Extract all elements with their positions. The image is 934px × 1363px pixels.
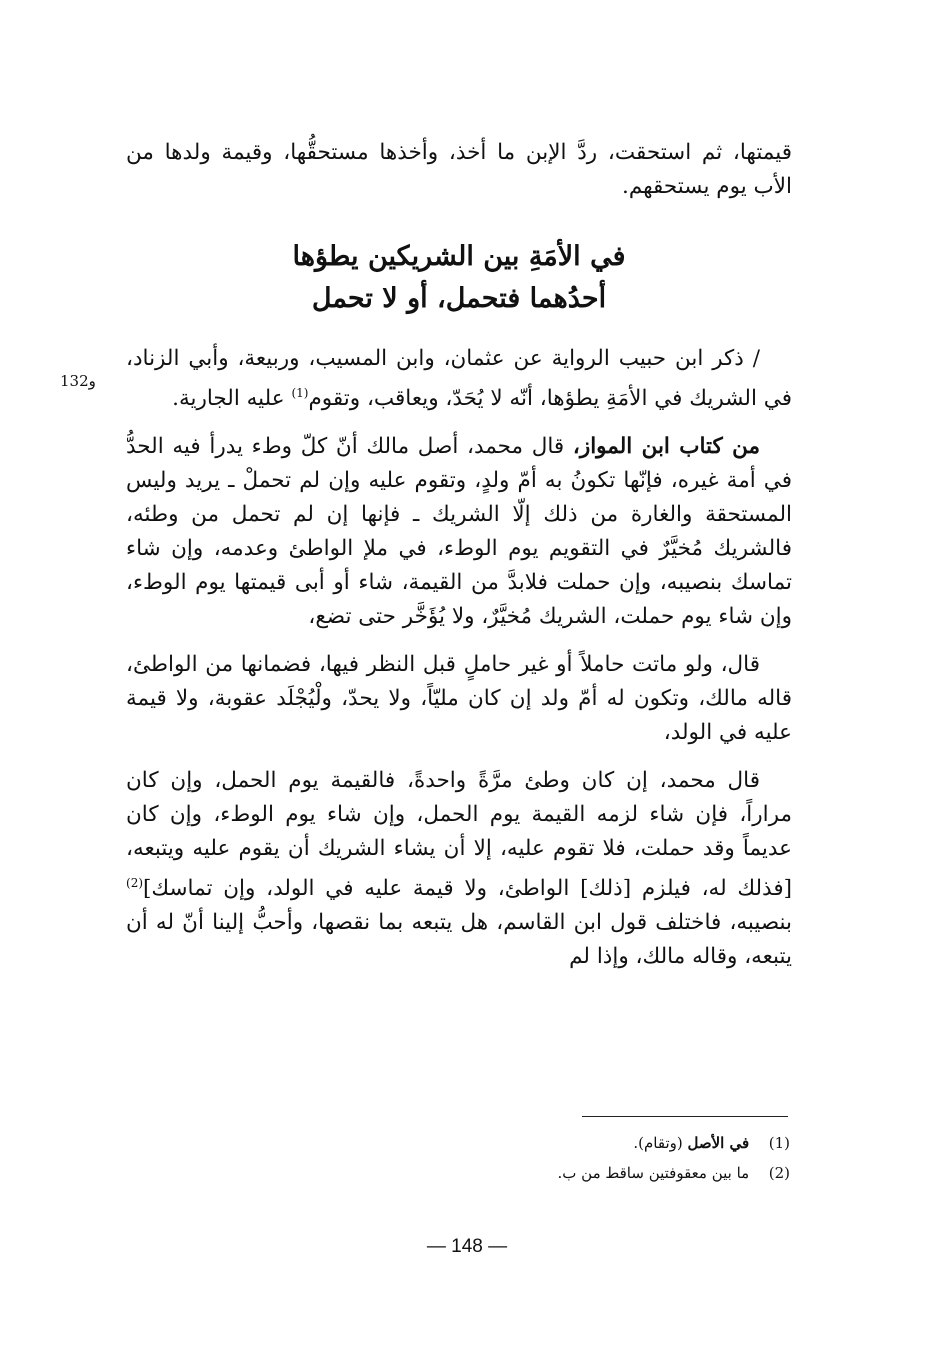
top-paragraph: قيمتها، ثم استحقت، ردَّ الإبن ما أخذ، وأخذها مستحقُّها، وقيمة ولدها من الأب يوم يستحقهم. (126, 140, 792, 199)
paragraph-4-text: قال محمد، إن كان وطئ مرَّةً واحدةً، فالقيمة يوم الحمل، وإن كان مراراً، فإن شاء لزمه القيمة يوم الحمل، وإن شاء يوم الوطء، وإن كان عديماً وقد حملت، فلا تقوم عليه، إلا أن يشاء الشريك أن يقوم عليه ويتبعه، [فذلك له، فيلزم [ذلك] الواطئ، ولا قيمة عليه في الولد، وإن تماسك] (126, 768, 792, 902)
heading-line-2: أحدُهما فتحمل، أو لا تحمل (311, 283, 607, 314)
footnote-number: (1) (768, 1134, 790, 1152)
page-body (126, 136, 792, 974)
page-number: — 148 — (426, 1236, 508, 1257)
footnotes (300, 1128, 790, 1188)
paragraph-4 (126, 764, 792, 974)
paragraph-3: قال، ولو ماتت حاملاً أو غير حاملٍ قبل النظر فيها، فضمانها من الواطئ، قاله مالك، وتكون له أمّ ولد إن كان مليّاً، ولا يحدّ، ولْيُجْلَد عقوبة، ولا قيمة عليه في الولد، (126, 652, 792, 746)
footnote-2 (300, 1158, 790, 1188)
paragraph-1 (126, 342, 792, 416)
footnote-text-bold: في الأصل (687, 1134, 750, 1152)
footnote-text: ما بين معقوفتين ساقط من ب. (557, 1164, 750, 1182)
section-heading (126, 236, 792, 320)
source-title: من كتاب ابن المواز، (572, 434, 760, 460)
margin-folio-note: 132و (60, 372, 96, 390)
footnote-1 (300, 1128, 790, 1158)
footnote-divider (582, 1116, 788, 1117)
paragraph-1-tail: عليه الجارية. (172, 386, 292, 412)
heading-line-1: في الأمَةِ بين الشريكين يطؤها (292, 241, 626, 272)
footnote-ref-2: (2) (126, 876, 144, 891)
paragraph-2 (126, 430, 792, 634)
footnote-text: (وتقام). (633, 1134, 688, 1152)
paragraph-1-text: / ذكر ابن حبيب الرواية عن عثمان، وابن المسيب، وربيعة، وأبي الزناد، في الشريك في الأمَةِ يطؤها، أنّه لا يُحَدّ، ويعاقب، وتقوم (126, 346, 792, 412)
footnote-ref-1: (1) (291, 386, 309, 400)
footnote-number: (2) (768, 1164, 790, 1182)
paragraph-4-tail: بنصيبه، فاختلف قول ابن القاسم، هل يتبعه بما نقصها، وأحبُّ إلينا أنّ له أن يتبعه، وقاله مالك، وإذا لم (126, 910, 792, 970)
paragraph-2-text: قال محمد، أصل مالك أنّ كلّ وطء يدرأ فيه الحدُّ في أمة غيره، فإنّها تكونُ به أمّ ولدٍ، وتقوم عليه وإن لم تحملْ ـ يريد وليس المستحقة والغارة من ذلك إلّا الشريك ـ فإنها إن لم تحمل من وطئه، فالشريك مُخيَّرٌ في التقويم يوم الوطء، في ملإ الواطئ وعدمه، وإن شاء تماسك بنصيبه، وإن حملت فلابدَّ من القيمة، شاء أو أبى قيمتها يوم الوطء، وإن شاء يوم حملت، الشريك مُخيَّرٌ، ولا يُؤَخَّر حتى تضع، (126, 434, 792, 630)
